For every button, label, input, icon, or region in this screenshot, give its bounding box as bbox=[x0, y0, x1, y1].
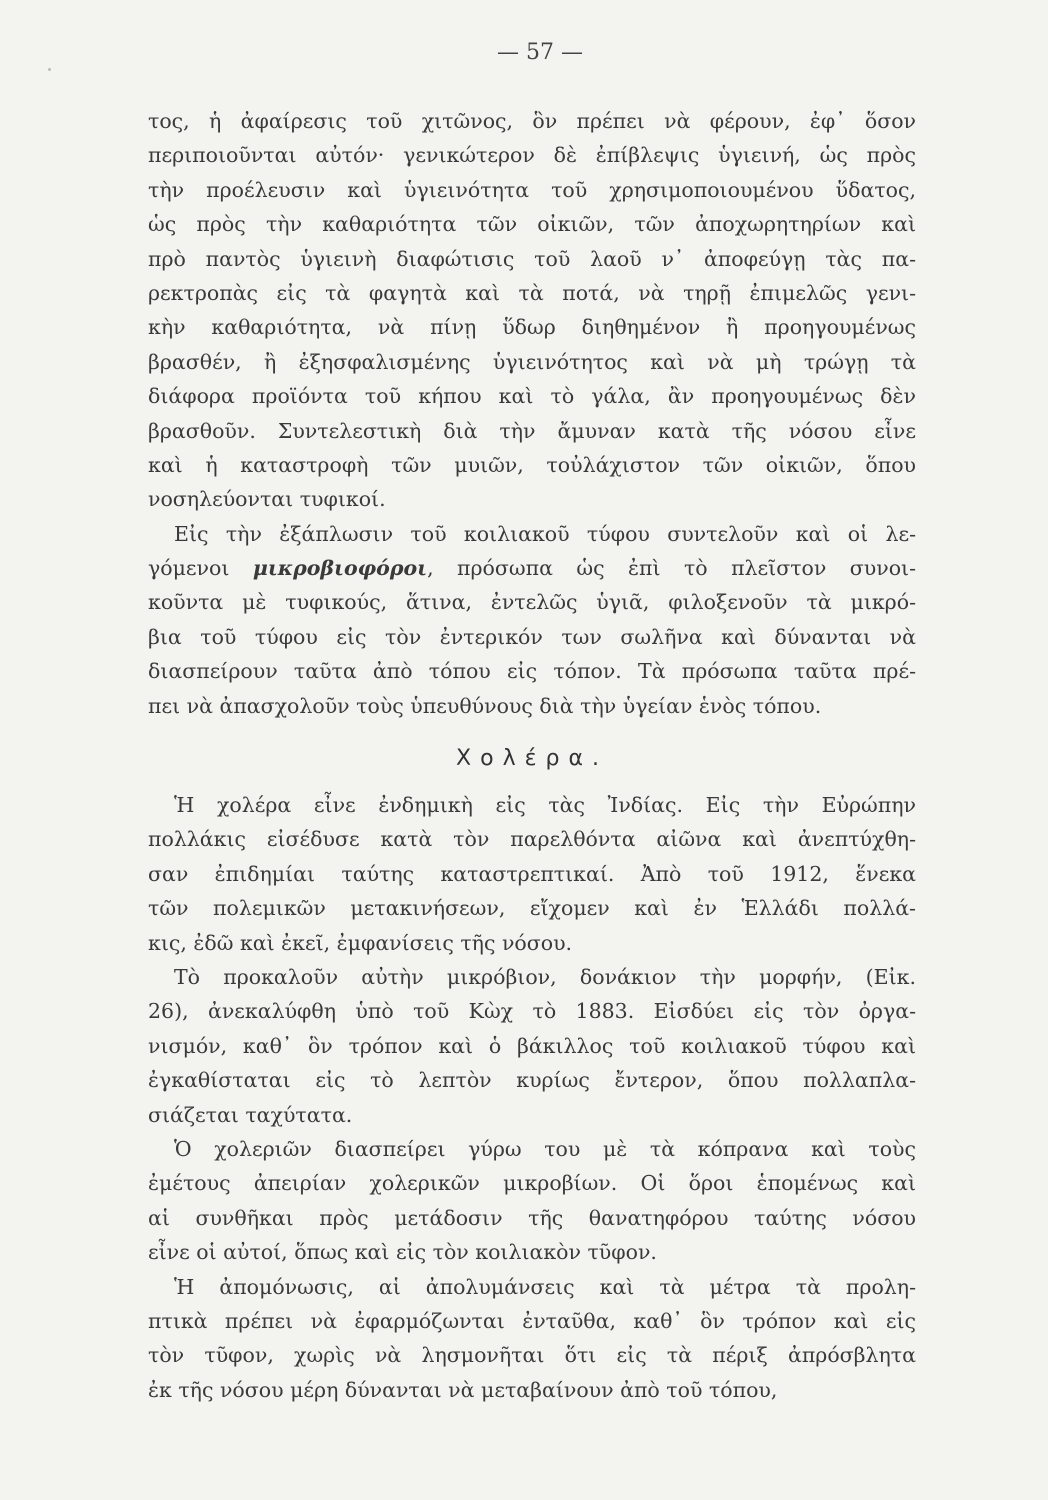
section-heading: Χολέρα. bbox=[456, 746, 608, 772]
text-line: σιάζεται ταχύτατα. bbox=[148, 1102, 353, 1127]
text-line: ἐκ τῆς νόσου μέρη δύνανται νὰ μεταβαίνουν ἀπὸ τοῦ τόπου, bbox=[148, 1377, 778, 1402]
paragraph bbox=[148, 960, 916, 1132]
text-line: πρὸ παντὸς ὑγιεινὴ διαφώτισις τοῦ λαοῦ ν᾽ ἀποφεύγῃ τὰς πα- bbox=[148, 246, 916, 271]
text-line: ἐγκαθίσταται εἰς τὸ λεπτὸν κυρίως ἔντερον, ὅπου πολλαπλα- bbox=[148, 1068, 916, 1093]
emphasized-term: μικροβιοφόροι bbox=[252, 556, 428, 581]
paragraph bbox=[148, 788, 916, 960]
paragraph bbox=[148, 104, 916, 517]
paragraph bbox=[148, 1132, 916, 1270]
text-line: ἐμέτους ἀπειρίαν χολερικῶν μικροβίων. Οἱ ὅροι ἑπομένως καὶ bbox=[148, 1171, 916, 1196]
text-line: εἶνε οἱ αὐτοί, ὅπως καὶ εἰς τὸν κοιλιακὸν τῦφον. bbox=[148, 1240, 657, 1265]
body-text bbox=[148, 104, 916, 1407]
paragraph bbox=[148, 1270, 916, 1408]
text-line: σαν ἐπιδημίαι ταύτης καταστρεπτικαί. Ἀπὸ τοῦ 1912, ἕνεκα bbox=[148, 861, 916, 886]
text-line: Ἡ ἀπομόνωσις, αἱ ἀπολυμάνσεις καὶ τὰ μέτρα τὰ προλη- bbox=[174, 1274, 916, 1299]
text-line: διάφορα προϊόντα τοῦ κήπου καὶ τὸ γάλα, ἂν προηγουμένως δὲν bbox=[148, 384, 916, 409]
paragraph bbox=[148, 517, 916, 723]
text-line: Ἡ χολέρα εἶνε ἐνδημικὴ εἰς τὰς Ἰνδίας. Εἰς τὴν Εὐρώπην bbox=[174, 793, 916, 818]
text-line: νισμόν, καθ᾽ ὃν τρόπον καὶ ὁ βάκιλλος τοῦ κοιλιακοῦ τύφου καὶ bbox=[148, 1033, 916, 1058]
text-line bbox=[148, 551, 916, 585]
text-line: κις, ἐδῶ καὶ ἐκεῖ, ἐμφανίσεις τῆς νόσου. bbox=[148, 930, 573, 955]
text-line: αἱ συνθῆκαι πρὸς μετάδοσιν τῆς θανατηφόρου ταύτης νόσου bbox=[148, 1205, 916, 1230]
text-line: βια τοῦ τύφου εἰς τὸν ἐντερικόν των σωλῆνα καὶ δύνανται νὰ bbox=[148, 624, 916, 649]
text-line: Τὸ προκαλοῦν αὐτὴν μικρόβιον, δονάκιον τὴν μορφήν, (Εἰκ. bbox=[174, 964, 916, 989]
text-line: ὡς πρὸς τὴν καθαριότητα τῶν οἰκιῶν, τῶν ἀποχωρητηρίων καὶ bbox=[148, 212, 916, 237]
text-line: κοῦντα μὲ τυφικούς, ἅτινα, ἐντελῶς ὑγιᾶ, φιλοξενοῦν τὰ μικρό- bbox=[148, 590, 916, 615]
scan-speck bbox=[48, 68, 51, 71]
text-line: βρασθέν, ἢ ἐξησφαλισμένης ὑγιεινότητος καὶ νὰ μὴ τρώγῃ τὰ bbox=[148, 349, 916, 374]
text-line: κὴν καθαριότητα, νὰ πίνῃ ὕδωρ διηθημένον ἢ προηγουμένως bbox=[148, 315, 916, 340]
text-line: ρεκτροπὰς εἰς τὰ φαγητὰ καὶ τὰ ποτά, νὰ τηρῇ ἐπιμελῶς γενι- bbox=[148, 280, 916, 305]
text-line: πει νὰ ἀπασχολοῦν τοὺς ὑπευθύνους διὰ τὴν ὑγείαν ἑνὸς τόπου. bbox=[148, 693, 822, 718]
text-line: βρασθοῦν. Συντελεστικὴ διὰ τὴν ἄμυναν κατὰ τῆς νόσου εἶνε bbox=[148, 418, 916, 443]
text-line: τῶν πολεμικῶν μετακινήσεων, εἴχομεν καὶ ἐν Ἑλλάδι πολλά- bbox=[148, 896, 916, 921]
text-line: 26), ἀνεκαλύφθη ὑπὸ τοῦ Κὼχ τὸ 1883. Εἰσδύει εἰς τὸν ὀργα- bbox=[148, 999, 916, 1024]
text-line: τὸν τῦφον, χωρὶς νὰ λησμονῆται ὅτι εἰς τὰ πέριξ ἀπρόσβλητα bbox=[148, 1343, 916, 1368]
text-line: Ὁ χολεριῶν διασπείρει γύρω του μὲ τὰ κόπρανα καὶ τοὺς bbox=[174, 1136, 916, 1161]
page-number: — 57 — bbox=[497, 40, 583, 65]
text-line: περιποιοῦνται αὐτόν· γενικώτερον δὲ ἐπίβλεψις ὑγιεινή, ὡς πρὸς bbox=[148, 143, 916, 168]
text-line: νοσηλεύονται τυφικοί. bbox=[148, 487, 386, 512]
text-line: πτικὰ πρέπει νὰ ἐφαρμόζωνται ἐνταῦθα, καθ᾽ ὃν τρόπον καὶ εἰς bbox=[148, 1308, 916, 1333]
text-segment: , πρόσωπα ὡς ἐπὶ τὸ πλεῖστον συνοι- bbox=[427, 556, 916, 581]
text-line: πολλάκις εἰσέδυσε κατὰ τὸν παρελθόντα αἰῶνα καὶ ἀνεπτύχθη- bbox=[148, 827, 916, 852]
text-segment: γόμενοι bbox=[148, 556, 253, 581]
text-line: διασπείρουν ταῦτα ἀπὸ τόπου εἰς τόπον. Τὰ πρόσωπα ταῦτα πρέ- bbox=[148, 659, 916, 684]
text-line: τος, ἡ ἀφαίρεσις τοῦ χιτῶνος, ὃν πρέπει νὰ φέρουν, ἐφ᾽ ὅσον bbox=[148, 109, 916, 133]
text-line: καὶ ἡ καταστροφὴ τῶν μυιῶν, τοὐλάχιστον τῶν οἰκιῶν, ὅπου bbox=[148, 452, 916, 477]
text-line: Εἰς τὴν ἐξάπλωσιν τοῦ κοιλιακοῦ τύφου συντελοῦν καὶ οἱ λε- bbox=[174, 521, 916, 546]
text-line: τὴν προέλευσιν καὶ ὑγιεινότητα τοῦ χρησιμοποιουμένου ὕδατος, bbox=[148, 177, 916, 202]
